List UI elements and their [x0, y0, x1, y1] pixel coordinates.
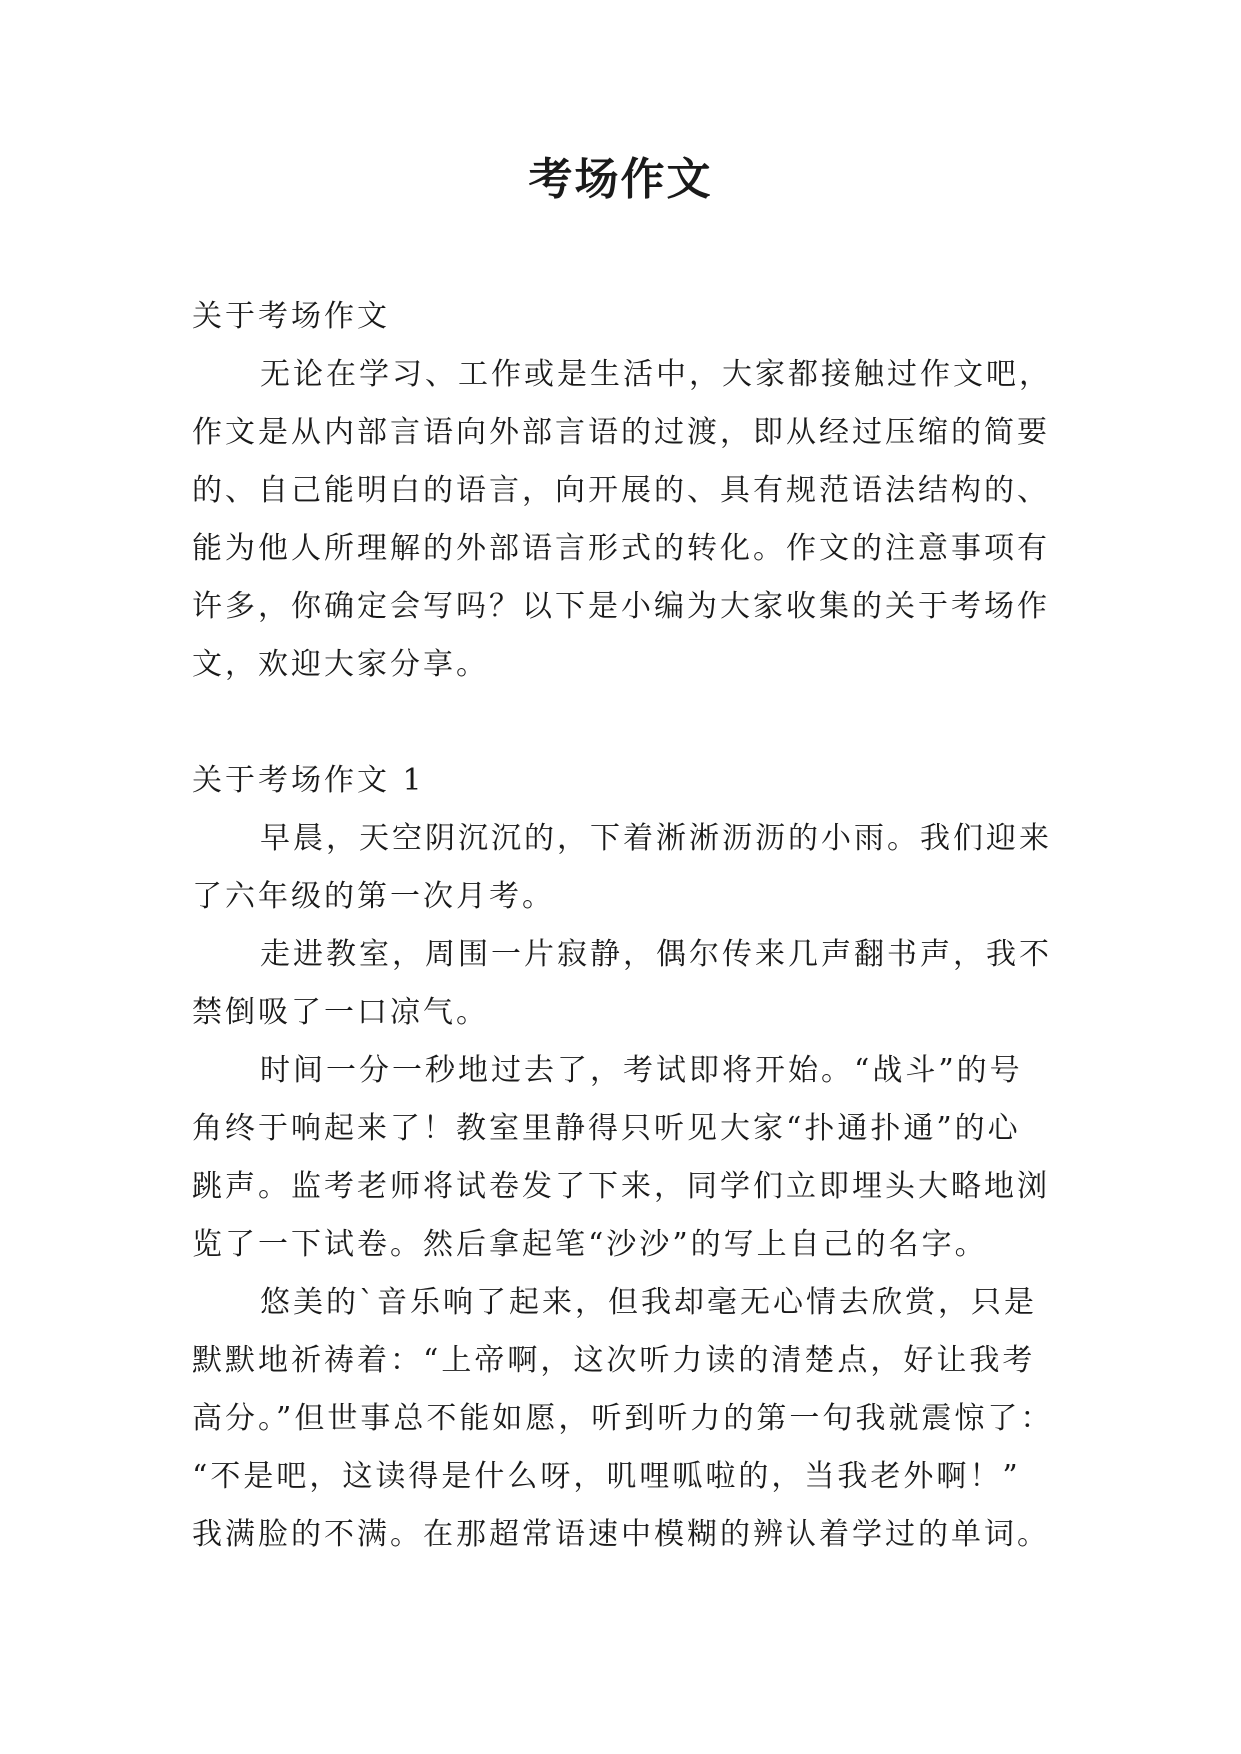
essay-paragraph — [192, 810, 1072, 926]
paragraph-line: 禁倒吸了一口凉气。 — [192, 995, 489, 1030]
paragraph-line: 许多，你确定会写吗？以下是小编为大家收集的关于考场作 — [192, 589, 1050, 624]
essay-paragraph — [192, 926, 1072, 1042]
paragraph-line: 时间一分一秒地过去了，考试即将开始。“战斗”的号 — [260, 1053, 1023, 1088]
paragraph-line: 高分。”但世事总不能如愿，听到听力的第一句我就震惊了： — [192, 1401, 1054, 1436]
paragraph-line: 走进教室，周围一片寂静，偶尔传来几声翻书声，我不 — [260, 937, 1052, 972]
paragraph-line: 的、自己能明白的语言，向开展的、具有规范语法结构的、 — [192, 473, 1050, 508]
essay-paragraph — [192, 1274, 1072, 1564]
paragraph-line: 作文是从内部言语向外部言语的过渡，即从经过压缩的简要 — [192, 415, 1050, 450]
paragraph-line: 了六年级的第一次月考。 — [192, 879, 555, 914]
paragraph-line: 览了一下试卷。然后拿起笔“沙沙”的写上自己的名字。 — [192, 1227, 988, 1262]
document-body — [192, 288, 1072, 1564]
paragraph-line: 我满脸的不满。在那超常语速中模糊的辨认着学过的单词。 — [192, 1517, 1050, 1552]
intro-heading: 关于考场作文 — [192, 299, 390, 334]
essay-heading: 关于考场作文 1 — [192, 763, 425, 798]
paragraph-line: 文，欢迎大家分享。 — [192, 647, 489, 682]
section-spacer — [192, 694, 1072, 752]
paragraph-line: 跳声。监考老师将试卷发了下来，同学们立即埋头大略地浏 — [192, 1169, 1050, 1204]
document-title: 考场作文 — [528, 154, 713, 205]
paragraph-line: 无论在学习、工作或是生活中，大家都接触过作文吧， — [260, 357, 1052, 392]
paragraph-line: 能为他人所理解的外部语言形式的转化。作文的注意事项有 — [192, 531, 1050, 566]
essay-paragraph — [192, 1042, 1072, 1274]
paragraph-line: 早晨，天空阴沉沉的，下着淅淅沥沥的小雨。我们迎来 — [260, 821, 1052, 856]
paragraph-line: 角终于响起来了！教室里静得只听见大家“扑通扑通”的心 — [192, 1111, 1021, 1146]
intro-paragraph — [192, 346, 1072, 694]
paragraph-line: 默默地祈祷着：“上帝啊，这次听力读的清楚点，好让我考 — [192, 1343, 1036, 1378]
paragraph-line: “不是吧，这读得是什么呀，叽哩呱啦的，当我老外啊！” — [192, 1459, 1021, 1494]
paragraph-line: 悠美的`音乐响了起来，但我却毫无心情去欣赏，只是 — [260, 1285, 1037, 1320]
